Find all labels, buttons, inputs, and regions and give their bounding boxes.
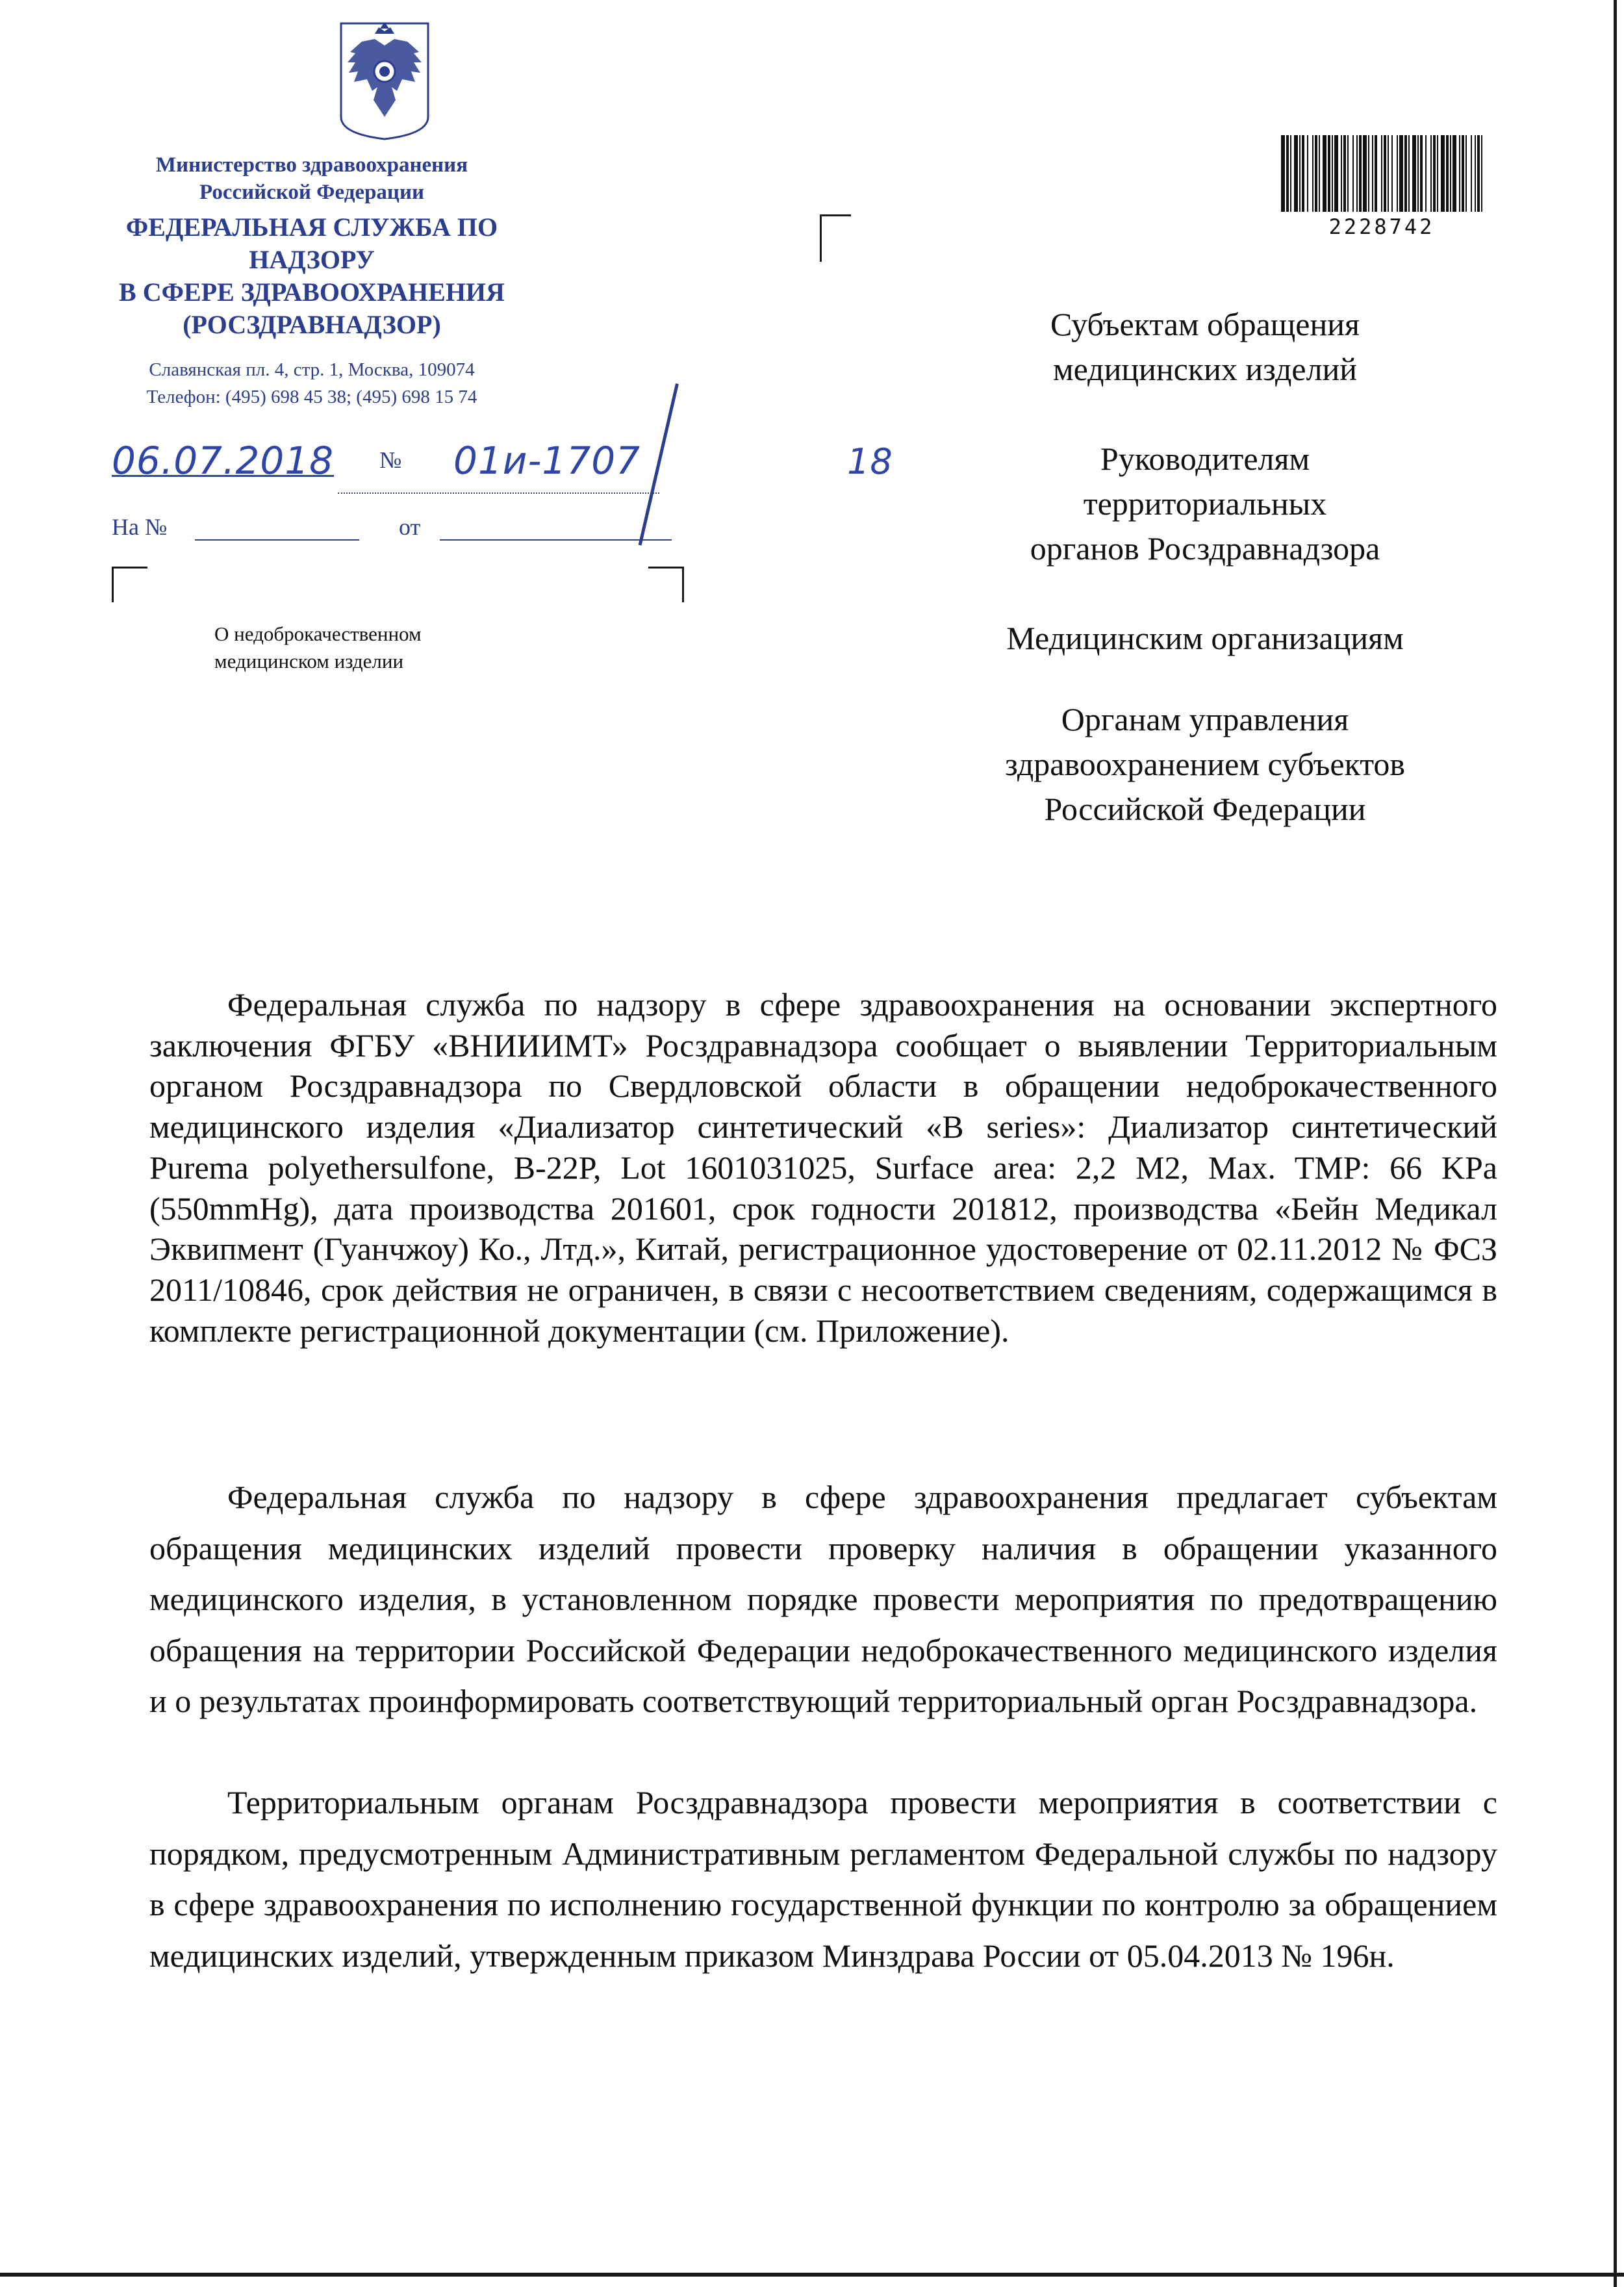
letter-subject: О недоброкачественном медицинском изделии <box>214 622 422 672</box>
ministry-line-1: Министерство здравоохранения <box>155 153 468 177</box>
barcode-number: 2228742 <box>1328 214 1435 239</box>
recipient-1: Субъектам обращения медицинских изделий <box>1050 306 1360 387</box>
number-sign: № <box>379 447 402 473</box>
phone-line: Телефон: (495) 698 45 38; (495) 698 15 74 <box>146 387 477 407</box>
address-block <box>65 356 559 411</box>
scan-edge-bottom <box>0 2273 1624 2277</box>
subject-bracket-right <box>648 567 684 602</box>
ministry-name <box>65 151 559 206</box>
registration-number-suffix: 18 <box>847 441 893 482</box>
reply-number-blank <box>195 539 359 541</box>
registration-number-underline <box>338 492 659 494</box>
coat-of-arms-emblem <box>336 19 433 142</box>
service-line-3: (РОСЗДРАВНАДЗОР) <box>183 310 441 339</box>
recipient-3: Медицинским организациям <box>1006 620 1404 656</box>
body-paragraph-3: Территориальным органам Росздравнадзора провести мероприятия в соответствии с порядком, предусмотренным Административным регламентом Федеральной службы по надзору в сфере здравоохранения по исполнению государственной функции по контролю за обращением медицинских изделий, утвержденным приказом Минздрава России от 05.04.2013 № 196н. <box>149 1784 1497 1974</box>
body-paragraph-1: Федеральная служба по надзору в сфере здравоохранения на основании экспертного заключения ФГБУ «ВНИИИМТ» Росздравнадзора сообщает о выявлении Территориальным органом Росздравнадзора по Свердловской области в обращении недоброкачественного медицинского изделия «Диализатор синтетический «B series»: Диализатор синтетический Purema polyethersulfone, B-22P, Lot 1601031025, Surface area: 2,2 M2, Max. TMP: 66 KPa (550mmHg), дата производства 201601, срок годности 201812, производства «Бейн Медикал Эквипмент (Гуанчжоу) Ко., Лтд.», Китай, регистрационное удостоверение от 02.11.2012 № ФСЗ 2011/10846, срок действия не ограничен, в связи с несоответствием сведениям, содержащимся в комплекте регистрационной документации (см. Приложение). <box>149 986 1497 1349</box>
address-line: Славянская пл. 4, стр. 1, Москва, 109074 <box>149 359 475 380</box>
recipient-4: Органам управления здравоохранением субъектов Российской Федерации <box>1004 701 1406 827</box>
address-bracket <box>820 214 851 262</box>
reply-date-blank <box>440 539 672 541</box>
barcode <box>1281 135 1482 212</box>
service-line-2: В СФЕРЕ ЗДРАВООХРАНЕНИЯ <box>119 277 505 307</box>
service-name <box>65 211 559 341</box>
reply-from-label: от <box>399 514 421 540</box>
reply-number-label: На № <box>112 514 168 540</box>
service-line-1: ФЕДЕРАЛЬНАЯ СЛУЖБА ПО НАДЗОРУ <box>125 212 498 274</box>
scan-edge-right <box>1614 0 1617 2287</box>
registration-date: 06.07.2018 <box>112 439 335 483</box>
subject-bracket-left <box>112 567 147 602</box>
ministry-line-2: Российской Федерации <box>199 181 424 204</box>
registration-line <box>112 439 893 497</box>
recipient-2: Руководителям территориальных органов Росздравнадзора <box>1030 441 1380 567</box>
registration-number: 01и-1707 <box>453 439 641 483</box>
body-paragraph-2: Федеральная служба по надзору в сфере здравоохранения предлагает субъектам обращения медицинских изделий провести проверку наличия в обращении указанного медицинского изделия, в установленном порядке провести мероприятия по предотвращению обращения на территории Российской Федерации недоброкачественного медицинского изделия и о результатах проинформировать соответствующий территориальный орган Росздравнадзора. <box>149 1479 1497 1719</box>
